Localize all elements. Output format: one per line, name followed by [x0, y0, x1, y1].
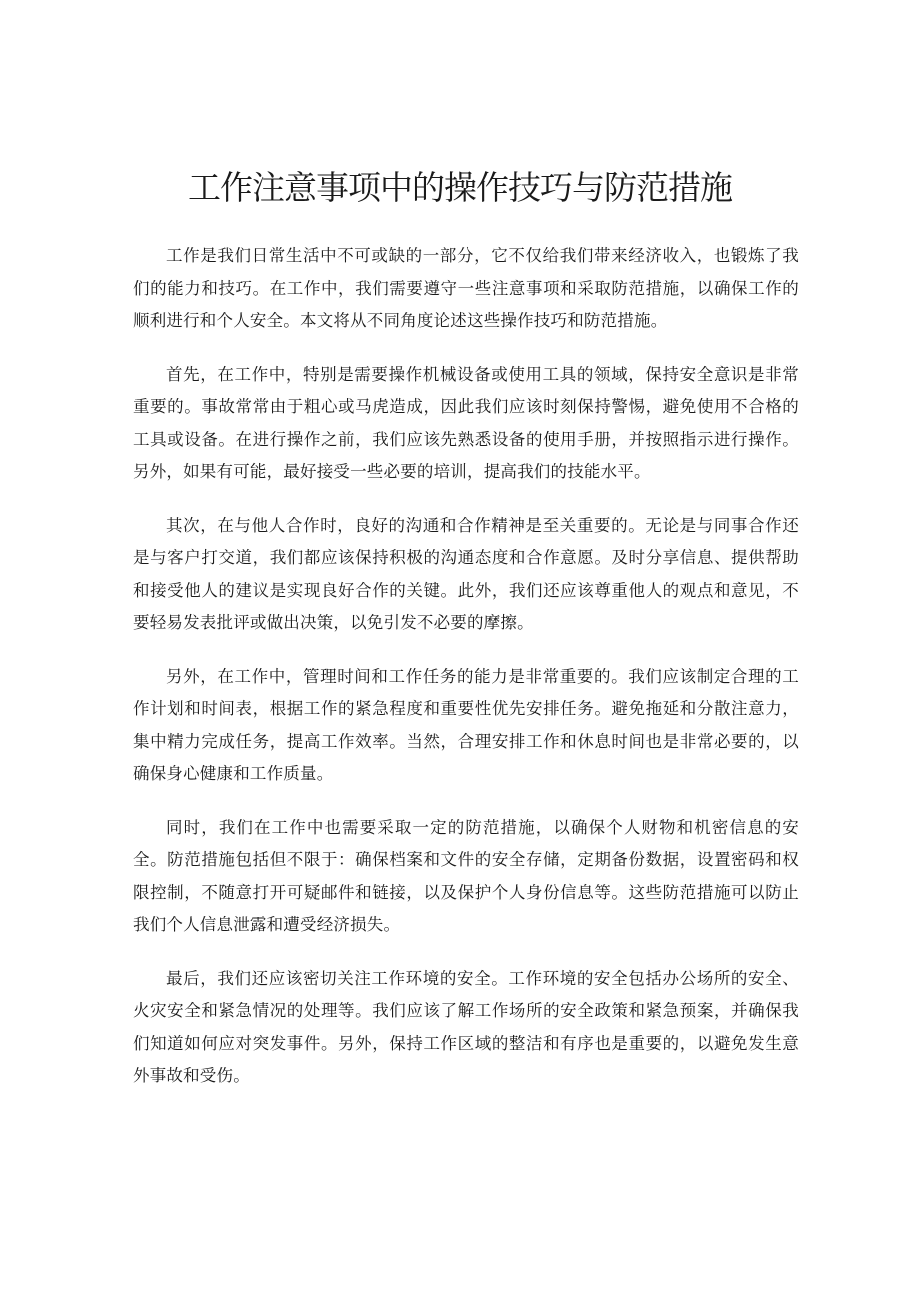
paragraph-work-environment: 最后，我们还应该密切关注工作环境的安全。工作环境的安全包括办公场所的安全、火灾安全和紧急情况的处理等。我们应该了解工作场所的安全政策和紧急预案，并确保我们知道如何应对突发事件。另外，保持工作区域的整洁和有序也是重要的，以避免发生意外事故和受伤。 — [133, 968, 799, 1085]
paragraph-cooperation: 其次，在与他人合作时，良好的沟通和合作精神是至关重要的。无论是与同事合作还是与客户打交道，我们都应该保持积极的沟通态度和合作意愿。及时分享信息、提供帮助和接受他人的建议是实现良好合作的关键。此外，我们还应该尊重他人的观点和意见，不要轻易发表批评或做出决策，以免引发不必要的摩擦。 — [133, 515, 799, 632]
paragraph-intro: 工作是我们日常生活中不可或缺的一部分，它不仅给我们带来经济收入，也锻炼了我们的能力和技巧。在工作中，我们需要遵守一些注意事项和采取防范措施，以确保工作的顺利进行和个人安全。本文将从不同角度论述这些操作技巧和防范措施。 — [133, 246, 799, 330]
document-title: 工作注意事项中的操作技巧与防范措施 — [188, 168, 732, 207]
document-body — [133, 240, 799, 1114]
paragraph-safety-awareness: 首先，在工作中，特别是需要操作机械设备或使用工具的领域，保持安全意识是非常重要的。事故常常由于粗心或马虎造成，因此我们应该时刻保持警惕，避免使用不合格的工具或设备。在进行操作之前，我们应该先熟悉设备的使用手册，并按照指示进行操作。另外，如果有可能，最好接受一些必要的培训，提高我们的技能水平。 — [133, 364, 799, 481]
paragraph-information-security: 同时，我们在工作中也需要采取一定的防范措施，以确保个人财物和机密信息的安全。防范措施包括但不限于：确保档案和文件的安全存储，定期备份数据，设置密码和权限控制，不随意打开可疑邮件和链接，以及保护个人身份信息等。这些防范措施可以防止我们个人信息泄露和遭受经济损失。 — [133, 817, 799, 934]
paragraph-time-management: 另外，在工作中，管理时间和工作任务的能力是非常重要的。我们应该制定合理的工作计划和时间表，根据工作的紧急程度和重要性优先安排任务。避免拖延和分散注意力，集中精力完成任务，提高工作效率。当然，合理安排工作和休息时间也是非常必要的，以确保身心健康和工作质量。 — [133, 666, 799, 783]
